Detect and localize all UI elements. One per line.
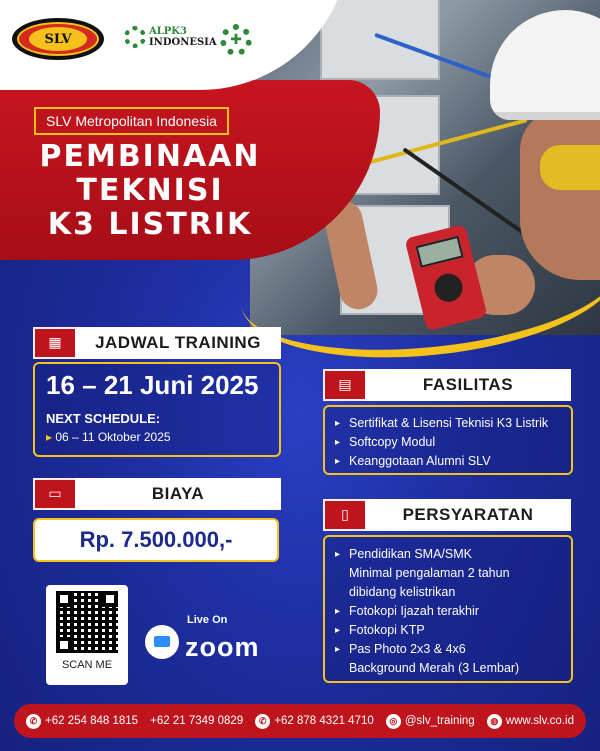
whatsapp-contact[interactable]: ✆ +62 878 4321 4710 xyxy=(255,714,373,729)
k3-cross-logo: ✚ xyxy=(220,24,252,56)
phone-icon: ✆ xyxy=(26,714,41,729)
persyaratan-box xyxy=(323,535,573,683)
list-item: ▸ Softcopy Modul xyxy=(335,433,561,452)
list-item: ▸ Pendidikan SMA/SMK xyxy=(335,545,561,564)
instagram-contact[interactable]: ◎ @slv_training xyxy=(386,714,475,729)
certificate-icon: ▤ xyxy=(323,369,365,401)
contact-footer xyxy=(14,704,586,738)
list-item: dibidang kelistrikan xyxy=(349,585,456,599)
training-date: 16 – 21 Juni 2025 xyxy=(46,370,259,400)
list-item: Background Merah (3 Lembar) xyxy=(349,661,520,675)
persyaratan-header: ▯ PERSYARATAN xyxy=(323,499,571,531)
next-schedule-date: ▸ 06 – 11 Oktober 2025 xyxy=(46,430,171,444)
list-item: ▸ Fotokopi Ijazah terakhir xyxy=(335,602,561,621)
phone-contact[interactable]: ✆ +62 254 848 1815 xyxy=(26,714,138,729)
globe-icon: ◍ xyxy=(487,714,502,729)
whatsapp-icon: ✆ xyxy=(255,714,270,729)
live-on-label: Live On xyxy=(187,614,228,626)
slv-logo: SLV xyxy=(12,18,104,60)
next-schedule-label: NEXT SCHEDULE: xyxy=(46,411,161,426)
biaya-header: ▭ BIAYA xyxy=(33,478,281,510)
list-item: Minimal pengalaman 2 tahun xyxy=(349,566,510,580)
money-icon: ▭ xyxy=(33,478,75,510)
organization-label: SLV Metropolitan Indonesia xyxy=(34,107,229,135)
gear-icon xyxy=(124,26,146,48)
list-item: ▸ Fotokopi KTP xyxy=(335,621,561,640)
jadwal-header: ▦ JADWAL TRAINING xyxy=(33,327,281,359)
list-item: ▸ Keanggotaan Alumni SLV xyxy=(335,452,561,471)
phone-contact-2[interactable]: +62 21 7349 0829 xyxy=(150,715,244,727)
page-title: PEMBINAAN TEKNISI K3 LISTRIK xyxy=(39,139,261,242)
website-link[interactable]: ◍ www.slv.co.id xyxy=(487,714,574,729)
zoom-camera-icon xyxy=(145,625,179,659)
document-icon: ▯ xyxy=(323,499,365,531)
list-item: ▸ Sertifikat & Lisensi Teknisi K3 Listrik xyxy=(335,414,561,433)
zoom-wordmark: zoom xyxy=(185,632,260,662)
price-value: Rp. 7.500.000,- xyxy=(33,518,279,562)
alpk3-logo: ALPK3 INDONESIA xyxy=(124,26,217,48)
qr-code[interactable] xyxy=(46,585,128,685)
scan-me-label: SCAN ME xyxy=(61,659,113,671)
fasilitas-box xyxy=(323,405,573,475)
fasilitas-header: ▤ FASILITAS xyxy=(323,369,571,401)
zoom-badge xyxy=(145,614,260,663)
list-item: ▸ Pas Photo 2x3 & 4x6 xyxy=(335,640,561,659)
instagram-icon: ◎ xyxy=(386,714,401,729)
calendar-icon: ▦ xyxy=(33,327,75,359)
